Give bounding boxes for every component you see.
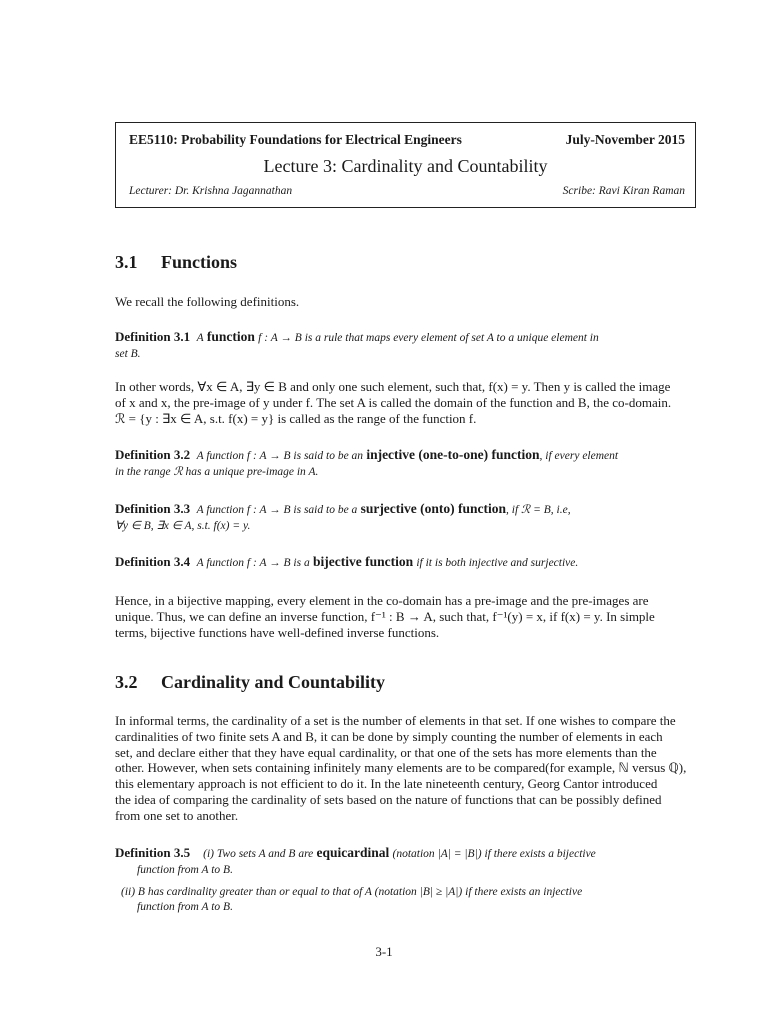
definition-3-5: Definition 3.5 (i) Two sets A and B are equicardinal (notation |A| = |B|) if there exists a bijective function from A to B. (ii) B has cardinality greater than or equal to that of A (notation |B| ≥ |A|) if there exists an injective function from A to B. xyxy=(115,845,701,916)
intro-paragraph: We recall the following definitions. xyxy=(115,294,300,309)
definition-3-5-part-ii: (ii) B has cardinality greater than or equal to that of A (notation |B| ≥ |A|) if there exists an injective xyxy=(121,885,583,898)
course-title: EE5110: Probability Foundations for Electrical Engineers xyxy=(129,132,462,147)
lecture-title: Lecture 3: Cardinality and Countability xyxy=(263,156,548,176)
hence-paragraph: Hence, in a bijective mapping, every element in the co-domain has a pre-image and the pre-images are unique. Thus, we can define an inverse function, f⁻¹ : B → A, such that, f⁻¹(y) = x, if f(x) = y. In simple terms, bijective functions have well-defined inverse functions. xyxy=(115,593,655,640)
in-other-words-paragraph: In other words, ∀x ∈ A, ∃y ∈ B and only one such element, such that, f(x) = y. Then y is called the image of x and x, the pre-image of y under f. The set A is called the domain of the function and B, the co-domain. ℛ = {y : ∃x ∈ A, s.t. f(x) = y} is called as the range of the function f. xyxy=(115,379,672,426)
scribe-name: Scribe: Ravi Kiran Raman xyxy=(562,185,685,197)
lecture-header-box xyxy=(115,122,696,208)
definition-3-3: Definition 3.3 A function f : A → B is said to be a surjective (onto) function, if ℛ = B, i.e, ∀y ∈ B, ∃x ∈ A, s.t. f(x) = y. xyxy=(115,501,571,532)
cardinality-paragraph: In informal terms, the cardinality of a set is the number of elements in that set. If one wishes to compare the cardinalities of two finite sets A and B, it can be done by simply counting the number of elements in each set, and declare either that they have equal cardinality, or that one of the sets has more elements than the other. However, when sets containing infinitely many elements are to be compared(for example, ℕ versus ℚ), this elementary approach is not efficient to do it. In the late nineteenth century, Georg Cantor introduced the idea of comparing the cardinality of sets based on the nature of functions that can be possibly defined from one set to another. xyxy=(115,713,687,823)
section-heading-cardinality: 3.2 Cardinality and Countability xyxy=(115,672,386,692)
definition-3-1: Definition 3.1 A function f : A → B is a rule that maps every element of set A to a unique element in set B. xyxy=(115,329,599,360)
lecturer-name: Lecturer: Dr. Krishna Jagannathan xyxy=(129,185,293,197)
section-heading-functions: 3.1 Functions xyxy=(115,252,238,272)
page-number: 3-1 xyxy=(375,944,393,959)
definition-3-2: Definition 3.2 A function f : A → B is said to be an injective (one-to-one) function, if every element in the range ℛ has a unique pre-image in A. xyxy=(115,447,619,478)
definition-3-4: Definition 3.4 A function f : A → B is a bijective function if it is both injective and surjective. xyxy=(115,554,579,569)
term-date: July-November 2015 xyxy=(565,132,685,147)
